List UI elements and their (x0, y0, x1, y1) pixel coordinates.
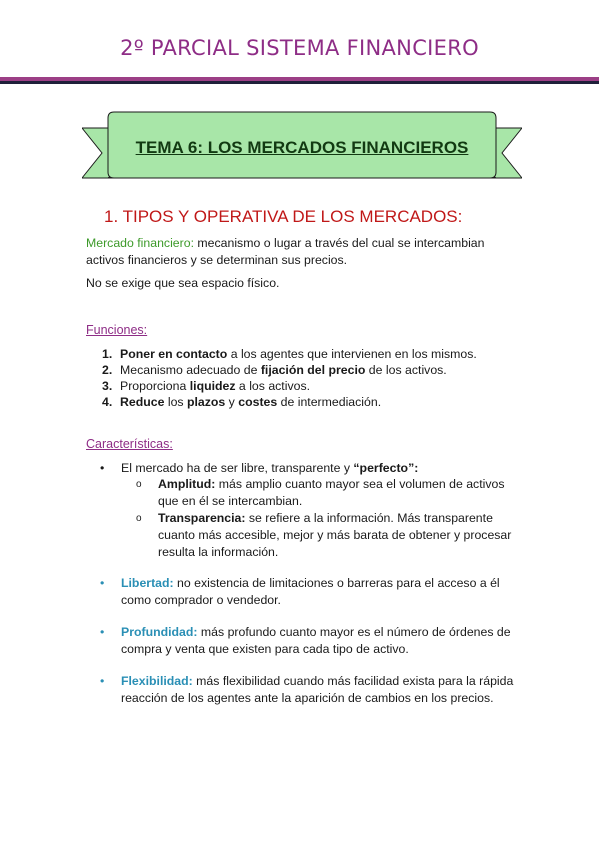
bullet-icon: • (100, 461, 105, 475)
list-item: o Transparencia: se refiere a la información. Más transparente cuanto más accesible, mejor y más barata de obtener y procesar resulta la información. (136, 511, 512, 559)
list-item: 3. Proporciona liquidez a los activos. (102, 379, 311, 393)
sub-bullet-icon: o (136, 513, 142, 524)
list-item: o Amplitud: más amplio cuanto mayor sea el volumen de activos que en él se intercambian. (136, 477, 505, 508)
funciones-list (86, 346, 477, 410)
bullet-icon: • (100, 576, 105, 590)
bullet-icon: • (100, 674, 105, 688)
page-title: 2º PARCIAL SISTEMA FINANCIERO (120, 36, 479, 60)
list-item: 2. Mecanismo adecuado de fijación del precio de los activos. (102, 363, 447, 377)
list-item: • Profundidad: más profundo cuanto mayor es el número de órdenes de compra y venta que existen para cada tipo de activo. (100, 625, 511, 656)
bullet-icon: • (100, 625, 105, 639)
list-item: • Flexibilidad: más flexibilidad cuando más facilidad exista para la rápida reacción de los agentes ante la aparición de cambios en los precios. (100, 674, 514, 705)
intro-note: No se exige que sea espacio físico. (86, 276, 280, 290)
funciones-heading: Funciones: (86, 323, 148, 337)
sub-bullet-icon: o (136, 479, 142, 490)
title-divider-dark (0, 81, 599, 84)
term-mercado-financiero: Mercado financiero: (86, 236, 194, 250)
topic-ribbon-banner (82, 108, 522, 188)
list-item: • Libertad: no existencia de limitaciones o barreras para el acceso a él como comprador o vendedor. (100, 576, 500, 607)
list-item: 4. Reduce los plazos y costes de intermediación. (102, 395, 382, 409)
banner-title: TEMA 6: LOS MERCADOS FINANCIEROS (135, 138, 469, 157)
section-heading: 1. TIPOS Y OPERATIVA DE LOS MERCADOS: (104, 207, 463, 226)
list-item: 1. Poner en contacto a los agentes que intervienen en los mismos. (102, 347, 477, 361)
list-item: • El mercado ha de ser libre, transparente y “perfecto”: (100, 461, 419, 475)
caracteristicas-heading: Características: (86, 437, 173, 451)
intro-paragraph: Mercado financiero: mecanismo o lugar a través del cual se intercambian activos financieros y se determinan sus precios. (86, 236, 485, 267)
